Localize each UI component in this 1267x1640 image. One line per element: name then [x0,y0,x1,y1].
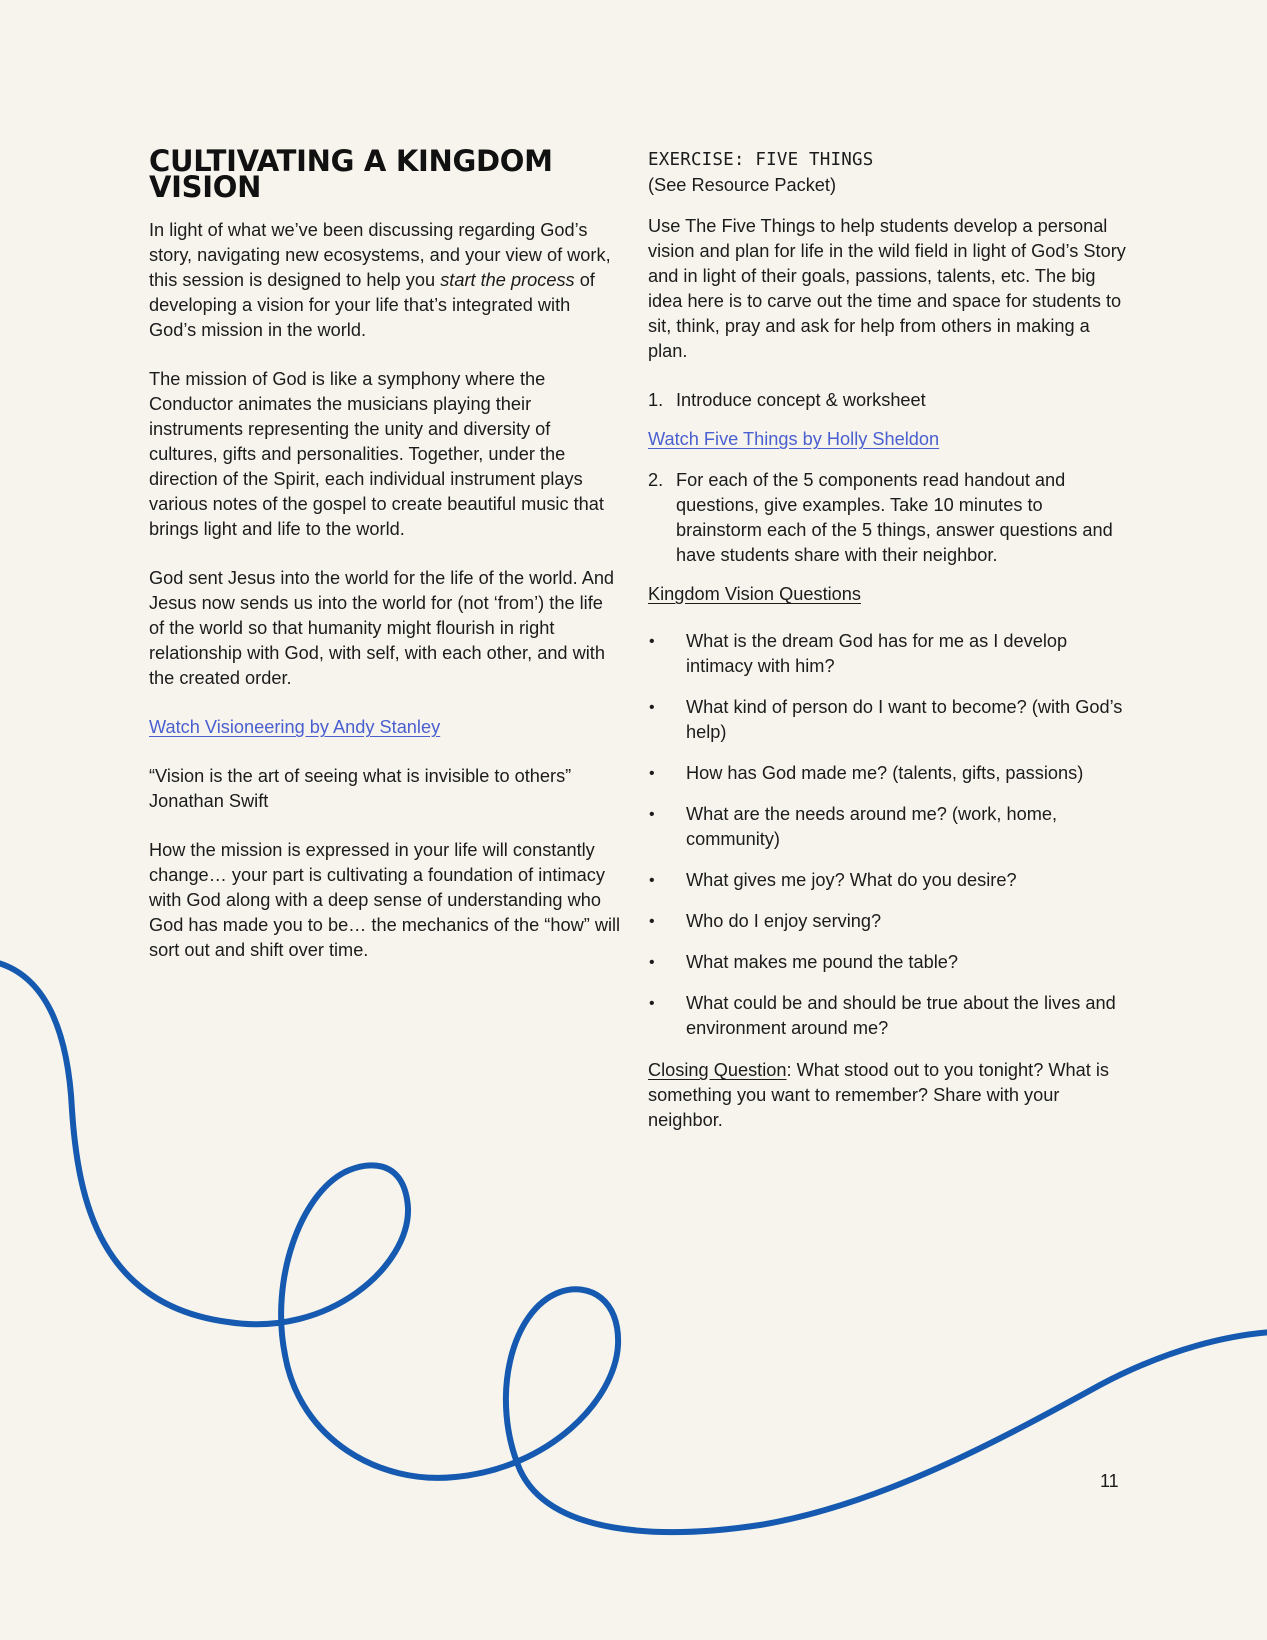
exercise-subtitle: (See Resource Packet) [648,175,837,195]
expression-paragraph: How the mission is expressed in your life will constantly change… your part is cultivating a foundation of intimacy with God along with a deep sense of understanding who God has made you to be… the mechanics of the “how” will sort out and shift over time. [149,840,621,960]
steps-list-1 [648,388,1130,413]
list-item: • What could be and should be true about the lives and environment around me? [648,991,1130,1041]
step-item [648,388,1130,413]
page-title: CULTIVATING A KINGDOM VISION [149,144,553,204]
step-text: For each of the 5 components read handout and questions, give examples. Take 10 minutes to brainstorm each of the 5 things, answer questions and have students share with their neighbor. [676,470,1113,565]
bullet-icon: • [649,806,655,823]
step-number: 1. [648,390,664,410]
page-number: 11 [1100,1471,1119,1491]
list-item: • What kind of person do I want to become? (with God’s help) [648,695,1130,745]
exercise-header [648,148,1130,198]
five-things-link[interactable]: Watch Five Things by Holly Sheldon [648,429,940,449]
exercise-title: EXERCISE: FIVE THINGS [648,150,874,170]
questions-list [648,629,1130,1041]
bullet-icon: • [649,954,655,971]
quote-text: “Vision is the art of seeing what is invisible to others” [149,766,572,786]
list-item: • How has God made me? (talents, gifts, passions) [648,761,1130,786]
step-item [648,468,1130,568]
right-column [648,148,1130,1157]
symphony-paragraph: The mission of God is like a symphony where the Conductor animates the musicians playing their instruments representing the unity and diversity of cultures, gifts and personalities. Together, under the direction of the Spirit, each individual instrument plays various notes of the gospel to create beautiful music that brings light and life to the world. [149,369,604,539]
bullet-icon: • [649,872,655,889]
emphasis-text: start the process [440,270,575,290]
bullet-icon: • [649,699,655,716]
list-item: • Who do I enjoy serving? [648,909,1130,934]
visioneering-link[interactable]: Watch Visioneering by Andy Stanley [149,717,441,737]
bullet-icon: • [649,765,655,782]
closing-question [648,1058,1130,1133]
closing-label: Closing Question [648,1060,787,1080]
mission-paragraph: God sent Jesus into the world for the life of the world. And Jesus now sends us into the world for (not ‘from’) the life of the world so that humanity might flourish in right relationship with God, with self, with each other, and with the created order. [149,568,615,688]
list-item: • What is the dream God has for me as I develop intimacy with him? [648,629,1130,679]
closing-text: : What stood out to you tonight? What is something you want to remember? Share with your neighbor. [648,1060,1110,1130]
bullet-icon: • [649,913,655,930]
list-item: • What are the needs around me? (work, home, community) [648,802,1130,852]
left-column [149,144,621,987]
step-text: Introduce concept & worksheet [676,390,926,410]
list-item: • What makes me pound the table? [648,950,1130,975]
steps-list-2 [648,468,1130,568]
list-item: • What gives me joy? What do you desire? [648,868,1130,893]
bullet-icon: • [649,995,655,1012]
intro-paragraph: In light of what we’ve been discussing regarding God’s story, navigating new ecosystems, and your view of work, this session is designed to help you start the process of developing a vision for your life that’s integrated with God’s mission in the world. [149,220,611,340]
step-number: 2. [648,470,664,490]
questions-heading: Kingdom Vision Questions [648,584,861,604]
bullet-icon: • [649,633,655,650]
quote [149,764,621,814]
quote-author: Jonathan Swift [149,791,269,811]
exercise-intro: Use The Five Things to help students develop a personal vision and plan for life in the wild field in light of God’s Story and in light of their goals, passions, talents, etc. The big idea here is to carve out the time and space for students to sit, think, pray and ask for help from others in making a plan. [648,216,1126,361]
